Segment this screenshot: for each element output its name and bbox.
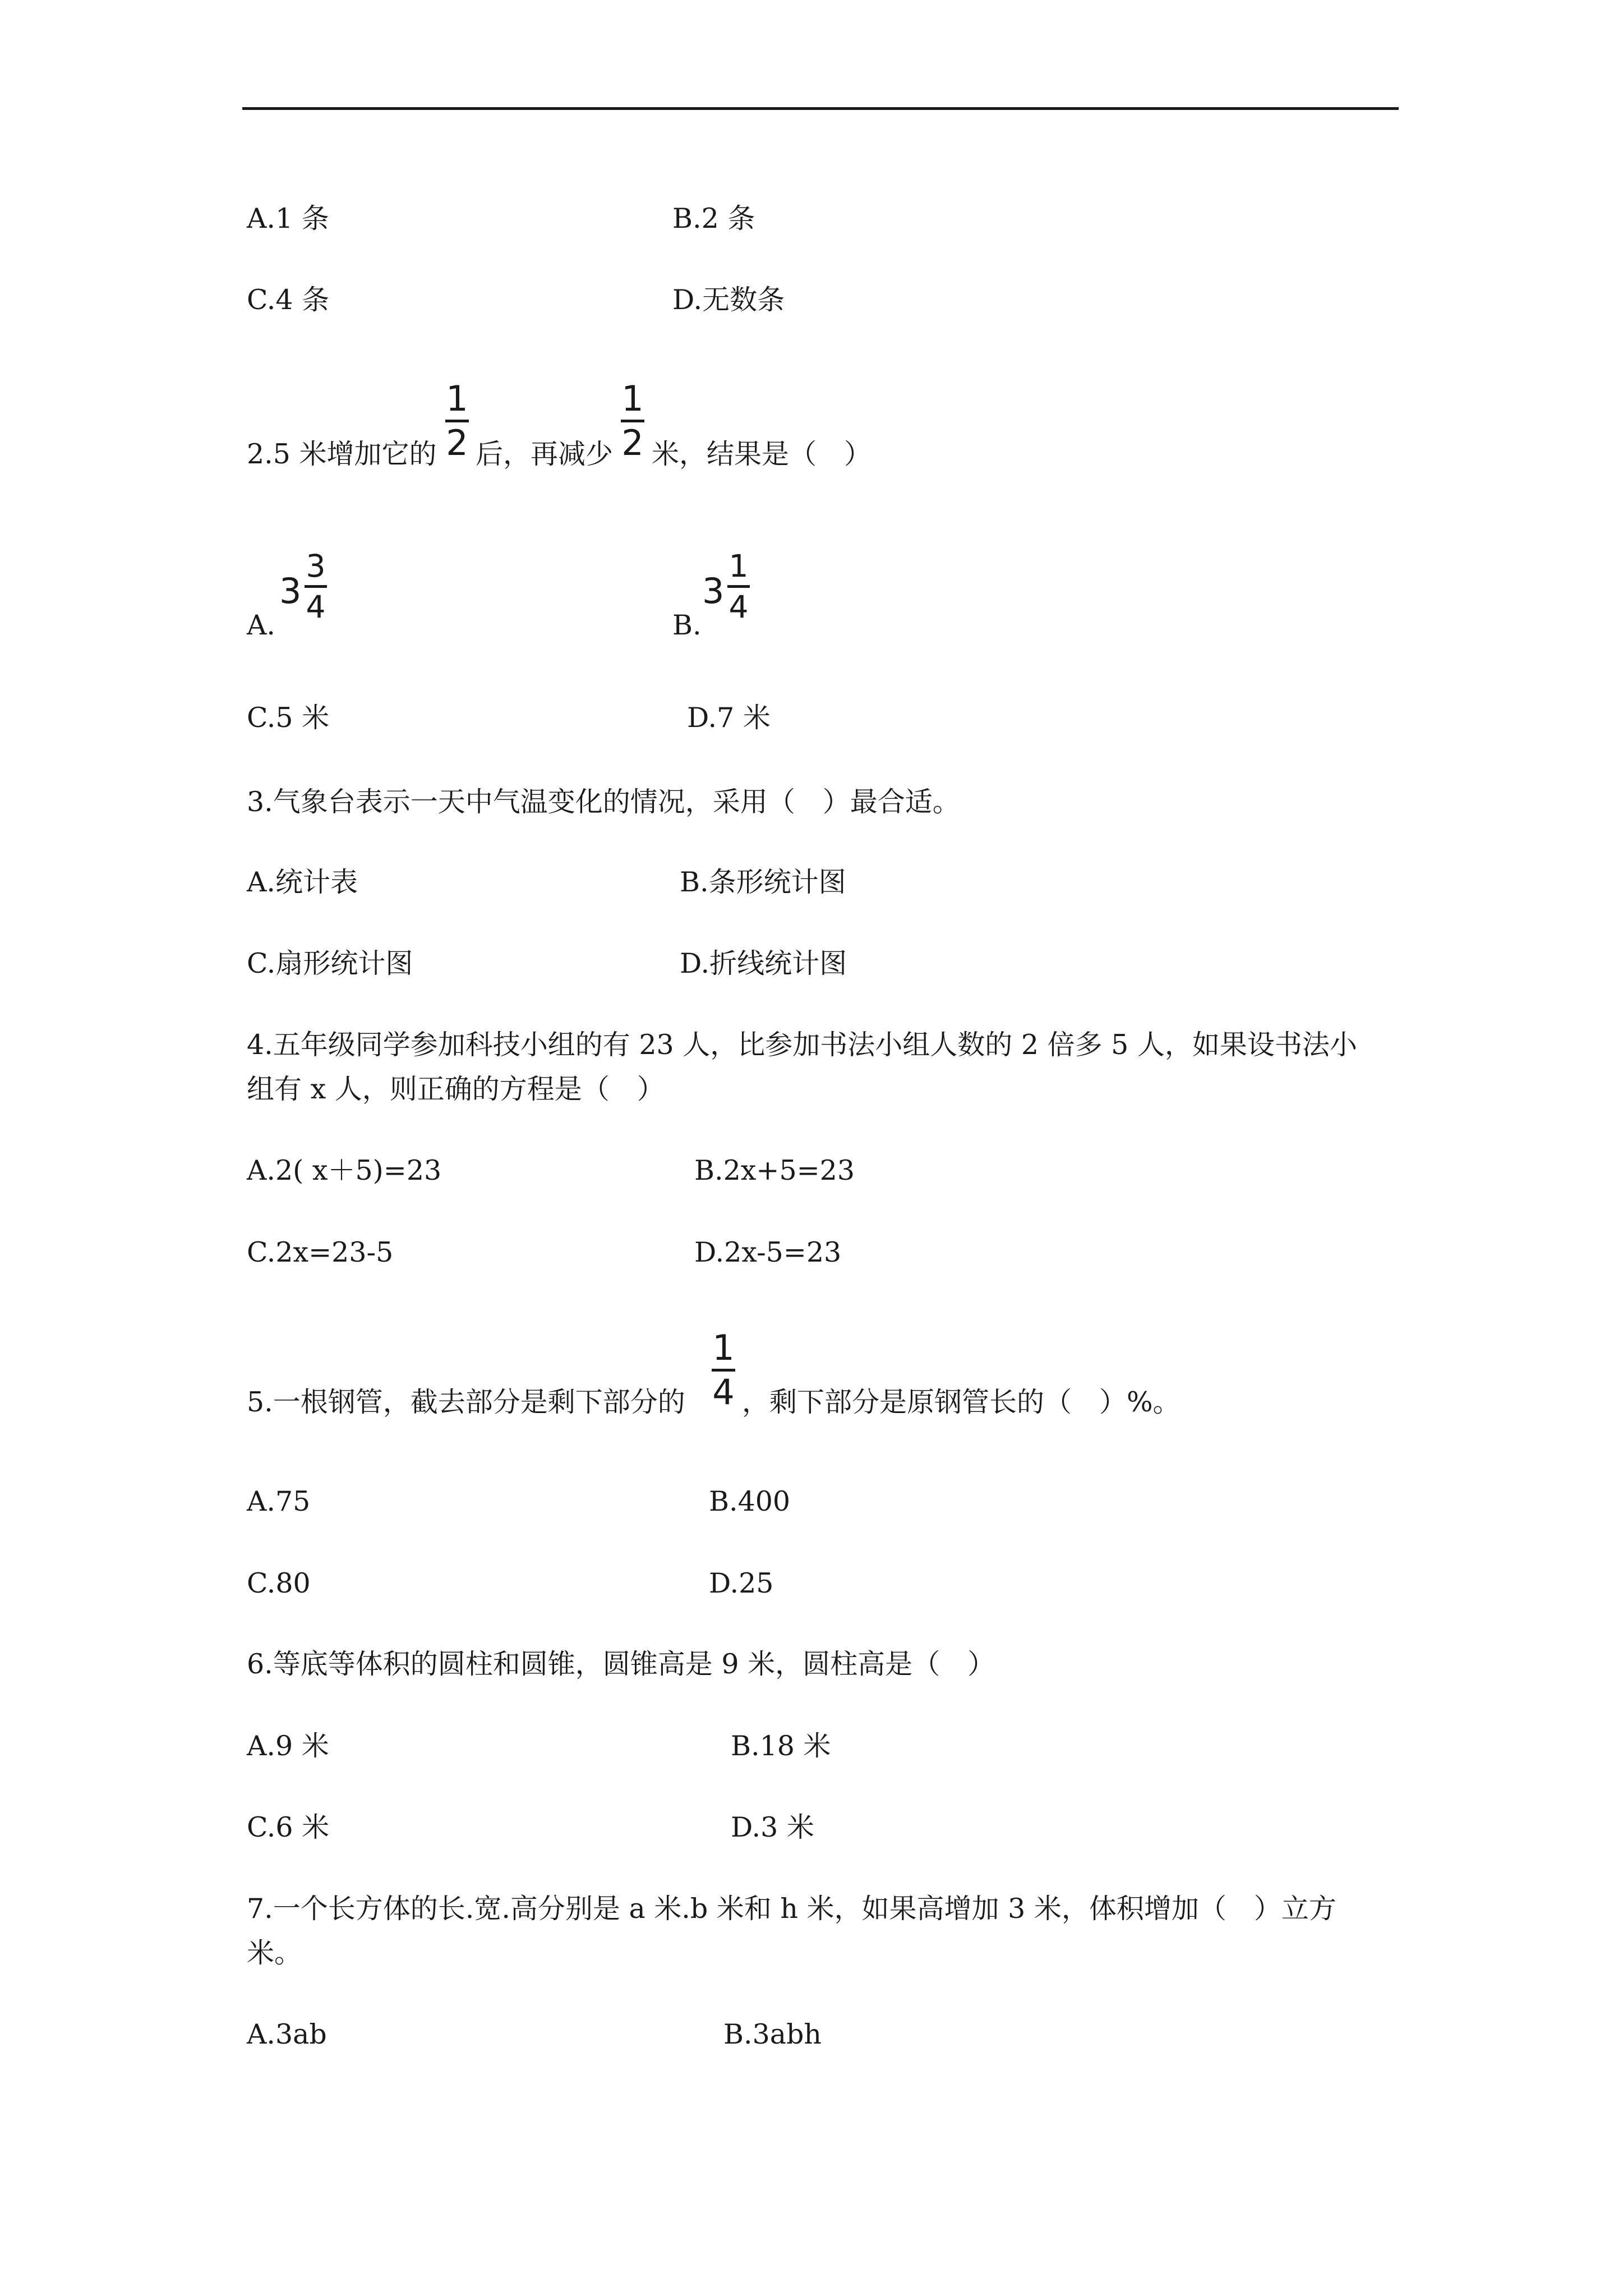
fraction-bar: [305, 585, 327, 588]
q2-option-a-fraction: [303, 550, 329, 623]
q4-option-a: A.2( x＋5)=23: [247, 1154, 442, 1186]
q4-question-line2: 组有 x 人，则正确的方程是（ ）: [247, 1073, 665, 1105]
q2-option-b-fraction: [726, 550, 751, 623]
q3-option-b: B.条形统计图: [680, 866, 846, 898]
q5-option-c: C.80: [247, 1567, 311, 1599]
q2-option-c: C.5 米: [247, 702, 330, 734]
q4-question-line1: 4.五年级同学参加科技小组的有 23 人，比参加书法小组人数的 2 倍多 5 人，如果设书法小: [247, 1029, 1357, 1061]
q5-text-part1: 5.一根钢管，截去部分是剩下部分的: [247, 1386, 685, 1418]
q1-option-d: D.无数条: [672, 284, 785, 316]
q2-option-a-numerator: 3: [306, 548, 326, 584]
header-rule: [242, 107, 1399, 110]
q2-fraction-2-denominator: 2: [621, 422, 644, 463]
q4-option-d: D.2x-5=23: [694, 1236, 842, 1268]
q3-option-d: D.折线统计图: [680, 947, 847, 979]
q2-fraction-1-numerator: 1: [446, 378, 468, 419]
q2-option-b-denominator: 4: [728, 589, 749, 625]
q1-option-b: B.2 条: [672, 203, 755, 234]
q3-option-c: C.扇形统计图: [247, 947, 413, 979]
q6-option-a: A.9 米: [247, 1730, 329, 1762]
q6-option-c: C.6 米: [247, 1811, 330, 1843]
q4-option-c: C.2x=23-5: [247, 1236, 394, 1268]
q7-question-line1: 7.一个长方体的长.宽.高分别是 a 米.b 米和 h 米，如果高增加 3 米，体积增加（ ）立方: [247, 1893, 1336, 1925]
q3-option-a: A.统计表: [247, 866, 358, 898]
q2-option-a-label: A.: [247, 609, 275, 641]
q4-option-b: B.2x+5=23: [694, 1154, 855, 1186]
q2-option-b-label: B.: [672, 609, 702, 641]
q5-option-a: A.75: [247, 1485, 311, 1517]
q2-text-part2: 后，再减少: [476, 438, 614, 470]
q2-option-b-whole: 3: [702, 570, 725, 611]
q5-fraction-denominator: 4: [712, 1372, 735, 1412]
q5-fraction-numerator: 1: [712, 1327, 735, 1368]
q2-option-d: D.7 米: [687, 702, 771, 734]
q1-option-c: C.4 条: [247, 284, 330, 316]
q2-option-a-denominator: 4: [306, 589, 326, 625]
q7-option-b: B.3abh: [723, 2018, 822, 2050]
q5-text-part2: ，剩下部分是原钢管长的（ ）%。: [742, 1386, 1181, 1418]
q7-option-a: A.3ab: [247, 2018, 327, 2050]
q2-option-a-whole: 3: [279, 570, 302, 611]
q6-question: 6.等底等体积的圆柱和圆锥，圆锥高是 9 米，圆柱高是（ ）: [247, 1648, 995, 1680]
q5-fraction: [709, 1327, 737, 1412]
q6-option-d: D.3 米: [731, 1811, 814, 1843]
q5-option-b: B.400: [709, 1485, 791, 1517]
q2-option-b-numerator: 1: [728, 548, 749, 584]
q7-question-line2: 米。: [247, 1937, 302, 1969]
q5-option-d: D.25: [709, 1567, 774, 1599]
q2-text-part3: 米，结果是（ ）: [652, 438, 872, 470]
q2-fraction-2-numerator: 1: [621, 378, 644, 419]
q2-fraction-1-denominator: 2: [446, 422, 468, 463]
fraction-bar: [727, 585, 750, 588]
q3-question: 3.气象台表示一天中气温变化的情况，采用（ ）最合适。: [247, 786, 960, 818]
q2-fraction-2: [619, 378, 647, 463]
q2-text-part1: 2.5 米增加它的: [247, 438, 437, 470]
q6-option-b: B.18 米: [731, 1730, 831, 1762]
q1-option-a: A.1 条: [247, 203, 329, 234]
q2-fraction-1: [443, 378, 471, 463]
